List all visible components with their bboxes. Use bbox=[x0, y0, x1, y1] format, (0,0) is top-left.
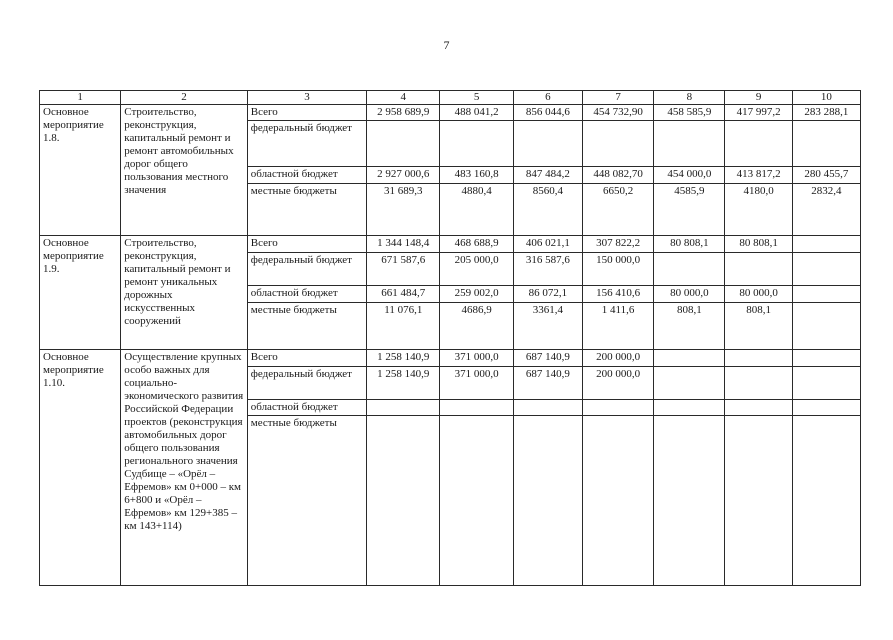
value-cell bbox=[792, 400, 860, 416]
value-cell: 6650,2 bbox=[582, 184, 653, 236]
value-cell: 86 072,1 bbox=[513, 286, 582, 303]
value-cell: 3361,4 bbox=[513, 303, 582, 350]
value-cell bbox=[367, 121, 440, 167]
value-cell: 4686,9 bbox=[440, 303, 513, 350]
value-cell: 1 411,6 bbox=[582, 303, 653, 350]
value-cell: 1 344 148,4 bbox=[367, 236, 440, 253]
table-row bbox=[40, 236, 861, 253]
page-number: 7 bbox=[443, 38, 450, 52]
header-row bbox=[40, 91, 861, 105]
value-cell bbox=[792, 367, 860, 400]
value-cell: 448 082,70 bbox=[582, 167, 653, 184]
value-cell: 808,1 bbox=[654, 303, 725, 350]
value-cell: 1 258 140,9 bbox=[367, 367, 440, 400]
value-cell: 847 484,2 bbox=[513, 167, 582, 184]
value-cell: 156 410,6 bbox=[582, 286, 653, 303]
value-cell bbox=[654, 367, 725, 400]
value-cell: 687 140,9 bbox=[513, 350, 582, 367]
value-cell: 80 808,1 bbox=[725, 236, 792, 253]
value-cell: 371 000,0 bbox=[440, 350, 513, 367]
value-cell: 316 587,6 bbox=[513, 253, 582, 286]
value-cell: 4180,0 bbox=[725, 184, 792, 236]
value-cell: 200 000,0 bbox=[582, 367, 653, 400]
value-cell bbox=[654, 121, 725, 167]
value-cell: 687 140,9 bbox=[513, 367, 582, 400]
value-cell: 4585,9 bbox=[654, 184, 725, 236]
value-cell: 283 288,1 bbox=[792, 105, 860, 121]
value-cell bbox=[792, 350, 860, 367]
value-cell bbox=[367, 400, 440, 416]
value-cell: 150 000,0 bbox=[582, 253, 653, 286]
value-cell: 856 044,6 bbox=[513, 105, 582, 121]
header-cell: 5 bbox=[440, 91, 513, 105]
description-cell: Строительство, реконструкция, капитальный ремонт и ремонт уникальных дорожных искусственных сооружений bbox=[121, 236, 247, 350]
value-cell: 483 160,8 bbox=[440, 167, 513, 184]
budget-table bbox=[39, 90, 861, 586]
value-cell: 80 000,0 bbox=[725, 286, 792, 303]
value-cell: 2 958 689,9 bbox=[367, 105, 440, 121]
value-cell bbox=[792, 236, 860, 253]
value-cell: 661 484,7 bbox=[367, 286, 440, 303]
value-cell: 31 689,3 bbox=[367, 184, 440, 236]
value-cell: 458 585,9 bbox=[654, 105, 725, 121]
value-cell bbox=[440, 416, 513, 586]
value-cell: 417 997,2 bbox=[725, 105, 792, 121]
value-cell: 454 000,0 bbox=[654, 167, 725, 184]
value-cell: 371 000,0 bbox=[440, 367, 513, 400]
header-cell: 1 bbox=[40, 91, 121, 105]
value-cell bbox=[367, 416, 440, 586]
value-cell bbox=[513, 416, 582, 586]
funding-source-cell: федеральный бюджет bbox=[247, 367, 366, 400]
value-cell: 205 000,0 bbox=[440, 253, 513, 286]
value-cell bbox=[725, 416, 792, 586]
header-cell: 4 bbox=[367, 91, 440, 105]
value-cell bbox=[582, 121, 653, 167]
value-cell: 1 258 140,9 bbox=[367, 350, 440, 367]
header-cell: 8 bbox=[654, 91, 725, 105]
value-cell: 406 021,1 bbox=[513, 236, 582, 253]
value-cell bbox=[513, 121, 582, 167]
header-cell: 10 bbox=[792, 91, 860, 105]
value-cell: 808,1 bbox=[725, 303, 792, 350]
description-cell: Строительство, реконструкция, капитальный ремонт и ремонт автомобильных дорог общего пользования местного значения bbox=[121, 105, 247, 236]
value-cell bbox=[654, 253, 725, 286]
measure-cell: Основное мероприятие 1.9. bbox=[40, 236, 121, 350]
funding-source-cell: Всего bbox=[247, 236, 366, 253]
value-cell: 8560,4 bbox=[513, 184, 582, 236]
value-cell bbox=[654, 350, 725, 367]
value-cell bbox=[725, 400, 792, 416]
value-cell: 80 000,0 bbox=[654, 286, 725, 303]
value-cell bbox=[725, 350, 792, 367]
value-cell: 454 732,90 bbox=[582, 105, 653, 121]
value-cell bbox=[792, 303, 860, 350]
value-cell: 259 002,0 bbox=[440, 286, 513, 303]
value-cell bbox=[725, 367, 792, 400]
measure-cell: Основное мероприятие 1.10. bbox=[40, 350, 121, 586]
funding-source-cell: областной бюджет bbox=[247, 286, 366, 303]
funding-source-cell: областной бюджет bbox=[247, 167, 366, 184]
value-cell bbox=[792, 121, 860, 167]
funding-source-cell: Всего bbox=[247, 350, 366, 367]
value-cell: 488 041,2 bbox=[440, 105, 513, 121]
value-cell: 468 688,9 bbox=[440, 236, 513, 253]
funding-source-cell: областной бюджет bbox=[247, 400, 366, 416]
header-cell: 9 bbox=[725, 91, 792, 105]
header-cell: 3 bbox=[247, 91, 366, 105]
value-cell: 200 000,0 bbox=[582, 350, 653, 367]
value-cell bbox=[582, 400, 653, 416]
value-cell bbox=[582, 416, 653, 586]
value-cell: 2 927 000,6 bbox=[367, 167, 440, 184]
header-cell: 6 bbox=[513, 91, 582, 105]
measure-cell: Основное мероприятие 1.8. bbox=[40, 105, 121, 236]
header-cell: 7 bbox=[582, 91, 653, 105]
value-cell: 4880,4 bbox=[440, 184, 513, 236]
value-cell bbox=[792, 416, 860, 586]
funding-source-cell: федеральный бюджет bbox=[247, 253, 366, 286]
funding-source-cell: Всего bbox=[247, 105, 366, 121]
value-cell: 2832,4 bbox=[792, 184, 860, 236]
funding-source-cell: местные бюджеты bbox=[247, 416, 366, 586]
table-row bbox=[40, 350, 861, 367]
funding-source-cell: местные бюджеты bbox=[247, 303, 366, 350]
value-cell bbox=[654, 416, 725, 586]
description-cell: Осуществление крупных особо важных для социально-экономического развития Российской Федерации проектов (реконструкция автомобильных дорог общего пользования регионального значения Судбище – «Орёл – Ефремов» км 0+000 – км 6+800 и «Орёл – Ефремов» км 129+385 – км 143+114) bbox=[121, 350, 247, 586]
value-cell bbox=[513, 400, 582, 416]
value-cell bbox=[792, 286, 860, 303]
value-cell bbox=[440, 121, 513, 167]
value-cell: 280 455,7 bbox=[792, 167, 860, 184]
value-cell: 671 587,6 bbox=[367, 253, 440, 286]
funding-source-cell: местные бюджеты bbox=[247, 184, 366, 236]
funding-source-cell: федеральный бюджет bbox=[247, 121, 366, 167]
value-cell bbox=[654, 400, 725, 416]
value-cell: 80 808,1 bbox=[654, 236, 725, 253]
value-cell: 413 817,2 bbox=[725, 167, 792, 184]
header-cell: 2 bbox=[121, 91, 247, 105]
value-cell bbox=[440, 400, 513, 416]
value-cell: 307 822,2 bbox=[582, 236, 653, 253]
value-cell: 11 076,1 bbox=[367, 303, 440, 350]
value-cell bbox=[792, 253, 860, 286]
value-cell bbox=[725, 253, 792, 286]
table-row bbox=[40, 105, 861, 121]
value-cell bbox=[725, 121, 792, 167]
